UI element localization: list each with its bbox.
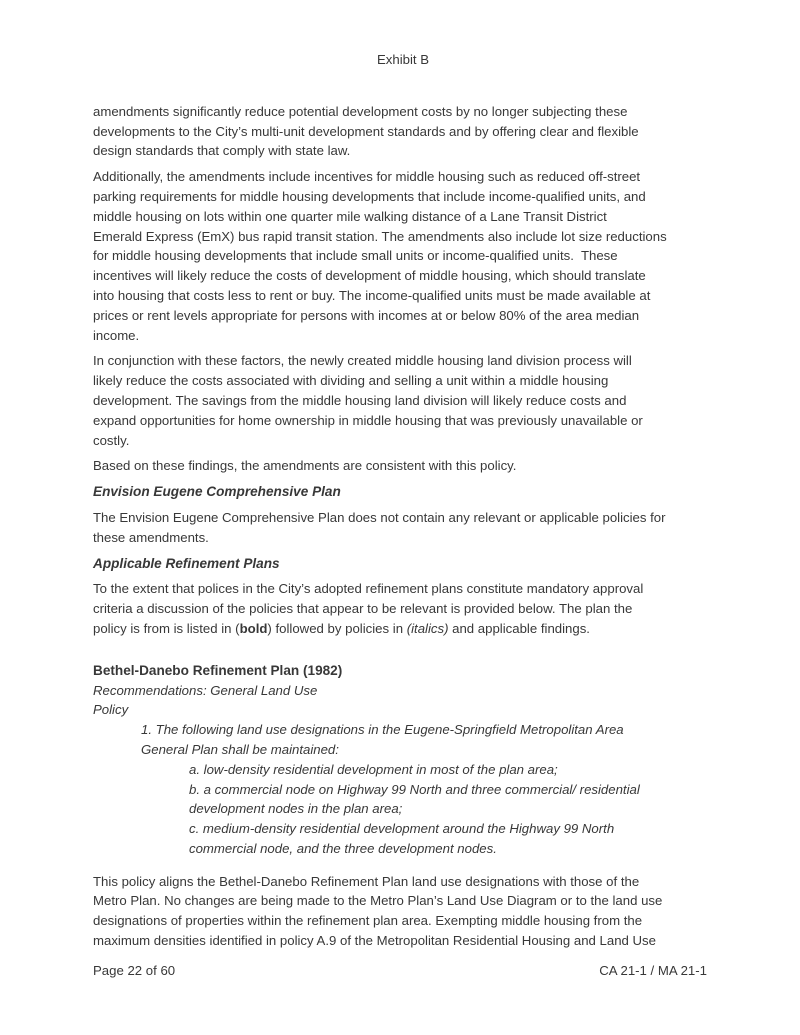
paragraph-incentives: [93, 167, 713, 345]
heading-envision-eugene: [93, 482, 713, 502]
text-run: parking requirements for middle housing developments that include income-qualified units, and: [93, 188, 646, 204]
paragraph-envision-eugene: [93, 508, 713, 548]
text-line: [93, 431, 713, 451]
text-run: Metro Plan. No changes are being made to the Metro Plan’s Land Use Diagram or to the land use: [93, 893, 663, 909]
paragraph-development-costs: [93, 102, 713, 161]
text-line: [93, 141, 713, 161]
text-line: [93, 911, 713, 931]
text-run: This policy aligns the Bethel-Danebo Refinement Plan land use designations with those of the: [93, 873, 640, 889]
document-title: Exhibit B: [376, 52, 430, 67]
document-content: [93, 50, 713, 957]
text-run: b. a commercial node on Highway 99 North and three commercial/ residential: [189, 781, 640, 797]
text-run: incentives will likely reduce the costs of development of middle housing, which should translate: [93, 268, 646, 284]
text-line: [93, 482, 713, 502]
text-run: Additionally, the amendments include incentives for middle housing such as reduced off-street: [93, 169, 641, 185]
text-run: (italics): [406, 620, 449, 636]
text-line: [93, 599, 713, 619]
heading-applicable-refinement: [93, 554, 713, 574]
text-line: [189, 839, 713, 859]
text-line: [93, 554, 713, 574]
text-run: development. The savings from the middle housing land division will likely reduce costs and: [93, 392, 627, 408]
text-run: income.: [93, 327, 140, 343]
text-line: [93, 872, 713, 892]
text-run: Emerald Express (EmX) bus rapid transit station. The amendments also include lot size reductions: [93, 228, 667, 244]
text-run: these amendments.: [93, 529, 209, 545]
text-run: amendments significantly reduce potential development costs by no longer subjecting these: [93, 103, 628, 119]
document-body: [93, 102, 713, 951]
text-run: Based on these findings, the amendments are consistent with this policy.: [93, 458, 517, 474]
text-line: [93, 391, 713, 411]
paragraph-refinement-plans: [93, 579, 713, 638]
policy-item-1: [141, 720, 713, 760]
text-run: development nodes in the plan area;: [189, 801, 403, 817]
text-line: [93, 528, 713, 548]
text-run: Envision Eugene Comprehensive Plan: [93, 484, 341, 500]
policy-subitems: [189, 760, 713, 859]
text-line: [189, 819, 713, 839]
text-line: [93, 207, 713, 227]
text-line: [93, 187, 713, 207]
text-run: expand opportunities for home ownership in middle housing that was previously unavailable or: [93, 412, 643, 428]
text-run: 1. The following land use designations in the Eugene-Springfield Metropolitan Area: [141, 722, 624, 738]
text-run: designations of properties within the refinement plan area. Exempting middle housing from the: [93, 913, 643, 929]
heading-bethel-danebo: [93, 661, 713, 681]
text-run: developments to the City’s multi-unit development standards and by offering clear and flexible: [93, 123, 639, 139]
text-line: [189, 780, 713, 800]
text-run: Bethel-Danebo Refinement Plan (1982): [93, 662, 343, 678]
text-run: likely reduce the costs associated with dividing and selling a unit within a middle housing: [93, 373, 609, 389]
text-run: ) followed by policies in: [267, 620, 407, 636]
text-run: policy is from is listed in (: [93, 620, 240, 636]
text-line: [189, 799, 713, 819]
text-run: To the extent that polices in the City’s adopted refinement plans constitute mandatory approval: [93, 581, 644, 597]
text-line: [93, 227, 713, 247]
text-line: [93, 891, 713, 911]
text-line: [93, 619, 713, 639]
footer-document-number: CA 21-1 / MA 21-1: [599, 963, 707, 978]
text-line: [93, 931, 713, 951]
paragraph-policy-aligns: [93, 872, 713, 951]
paragraph-land-division: [93, 351, 713, 450]
text-line: [93, 306, 713, 326]
text-run: In conjunction with these factors, the newly created middle housing land division process will: [93, 353, 632, 369]
text-run: costly.: [93, 432, 130, 448]
text-line: [93, 326, 713, 346]
text-line: [93, 579, 713, 599]
document-footer: [93, 961, 707, 981]
text-run: maximum densities identified in policy A.9 of the Metropolitan Residential Housing and Land Use: [93, 933, 656, 949]
text-line: [93, 102, 713, 122]
text-run: for middle housing developments that include small units or income-qualified units. These: [93, 248, 618, 264]
text-run: c. medium-density residential development around the Highway 99 North: [189, 821, 615, 837]
text-run: into housing that costs less to rent or buy. The income-qualified units must be made available at: [93, 287, 651, 303]
text-line: [93, 700, 713, 720]
text-run: and applicable findings.: [448, 620, 590, 636]
text-run: design standards that comply with state law.: [93, 143, 351, 159]
text-line: [93, 246, 713, 266]
text-run: commercial node, and the three development nodes.: [189, 840, 497, 856]
text-line: [93, 456, 713, 476]
text-line: [93, 122, 713, 142]
text-line: [189, 760, 713, 780]
text-line: [93, 167, 713, 187]
text-run: bold: [239, 620, 268, 636]
text-line: [93, 508, 713, 528]
text-line: [93, 351, 713, 371]
text-run: middle housing on lots within one quarter mile walking distance of a Lane Transit District: [93, 208, 607, 224]
text-run: Recommendations: General Land Use: [93, 682, 318, 698]
text-line: [93, 411, 713, 431]
text-run: Policy: [93, 702, 129, 718]
text-run: Applicable Refinement Plans: [93, 555, 280, 571]
paragraph-findings: [93, 456, 713, 476]
text-line: [93, 371, 713, 391]
footer-page-number: Page 22 of 60: [93, 963, 176, 978]
text-line: [93, 286, 713, 306]
text-line: [141, 720, 713, 740]
text-run: prices or rent levels appropriate for persons with incomes at or below 80% of the area median: [93, 307, 640, 323]
subheading-recommendations: [93, 681, 713, 721]
text-line: [93, 661, 713, 681]
text-line: [93, 266, 713, 286]
text-run: The Envision Eugene Comprehensive Plan does not contain any relevant or applicable policies for: [93, 509, 666, 525]
text-run: a. low-density residential development in most of the plan area;: [189, 761, 558, 777]
text-run: criteria a discussion of the policies that appear to be relevant is provided below. The plan the: [93, 601, 633, 617]
text-line: [93, 681, 713, 701]
text-run: General Plan shall be maintained:: [141, 741, 339, 757]
text-line: [141, 740, 713, 760]
